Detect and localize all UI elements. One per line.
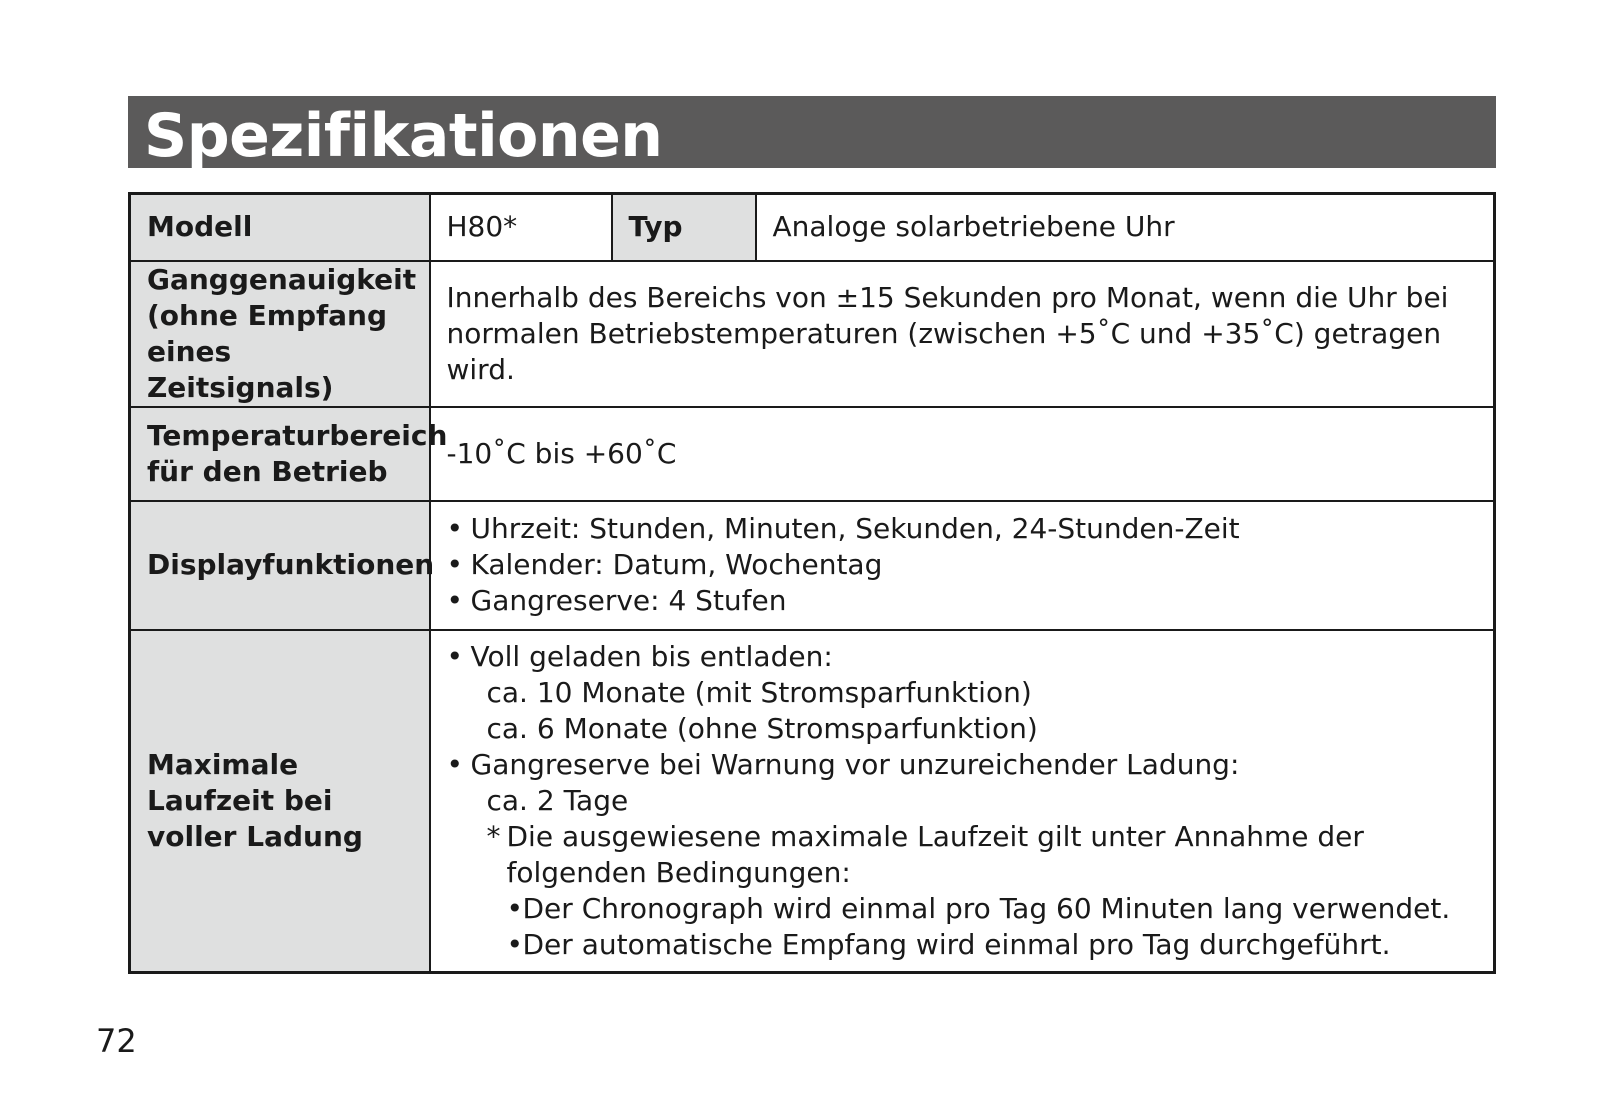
table-row-display xyxy=(130,501,1495,630)
full-to-empty-text: • Voll geladen bis entladen: xyxy=(470,639,833,673)
temperature-value: -10˚C bis +60˚C xyxy=(430,407,1495,501)
footnote xyxy=(447,819,1478,891)
accuracy-label: Ganggenauigkeit (ohne Empfang eines Zeitsignals) xyxy=(130,261,430,407)
model-label: Modell xyxy=(130,194,430,261)
condition-text: Der Chronograph wird einmal pro Tag 60 Minuten lang verwendet. xyxy=(522,891,1451,925)
display-label: Displayfunktionen xyxy=(130,501,430,630)
page-number: 72 xyxy=(96,1022,137,1060)
condition-item xyxy=(447,927,1478,963)
warning-reserve-text: • Gangreserve bei Warnung vor unzureichender Ladung: xyxy=(470,747,1240,781)
table-row-accuracy xyxy=(130,261,1495,407)
accuracy-value: Innerhalb des Bereichs von ±15 Sekunden pro Monat, wenn die Uhr bei normalen Betriebstemperaturen (zwischen +5˚C und +35˚C) getragen wird. xyxy=(430,261,1495,407)
warning-days-text: ca. 2 Tage xyxy=(486,783,629,817)
table-row-runtime xyxy=(130,630,1495,973)
list-item: • Uhrzeit: Stunden, Minuten, Sekunden, 24-Stunden-Zeit xyxy=(447,511,1478,547)
list-item xyxy=(447,639,1478,675)
title-bar xyxy=(128,96,1496,171)
list-item xyxy=(447,747,1478,783)
condition-item xyxy=(447,891,1478,927)
condition-text: Der automatische Empfang wird einmal pro Tag durchgeführt. xyxy=(522,927,1391,961)
footnote-star: * xyxy=(486,819,501,853)
display-value xyxy=(430,501,1495,630)
bullet-icon: • xyxy=(506,891,524,925)
table-row-temperature xyxy=(130,407,1495,501)
with-saving-text: ca. 10 Monate (mit Stromsparfunktion) xyxy=(486,675,1032,709)
page-title: Spezifikationen xyxy=(144,101,663,171)
spec-table xyxy=(128,192,1496,974)
runtime-label: Maximale Laufzeit bei voller Ladung xyxy=(130,630,430,973)
temperature-label: Temperaturbereich für den Betrieb xyxy=(130,407,430,501)
type-label: Typ xyxy=(612,194,756,261)
bullet-icon: • xyxy=(506,927,524,961)
type-value: Analoge solarbetriebene Uhr xyxy=(756,194,1495,261)
model-value: H80* xyxy=(430,194,612,261)
runtime-list-2 xyxy=(447,747,1478,783)
without-saving-text: ca. 6 Monate (ohne Stromsparfunktion) xyxy=(486,711,1038,745)
list-item: • Kalender: Datum, Wochentag xyxy=(447,547,1478,583)
list-item: • Gangreserve: 4 Stufen xyxy=(447,583,1478,619)
runtime-value xyxy=(430,630,1495,973)
table-row-model xyxy=(130,194,1495,261)
footnote-text: Die ausgewiesene maximale Laufzeit gilt unter Annahme der folgenden Bedingungen: xyxy=(506,819,1364,889)
runtime-list xyxy=(447,639,1478,675)
display-list xyxy=(447,511,1478,619)
